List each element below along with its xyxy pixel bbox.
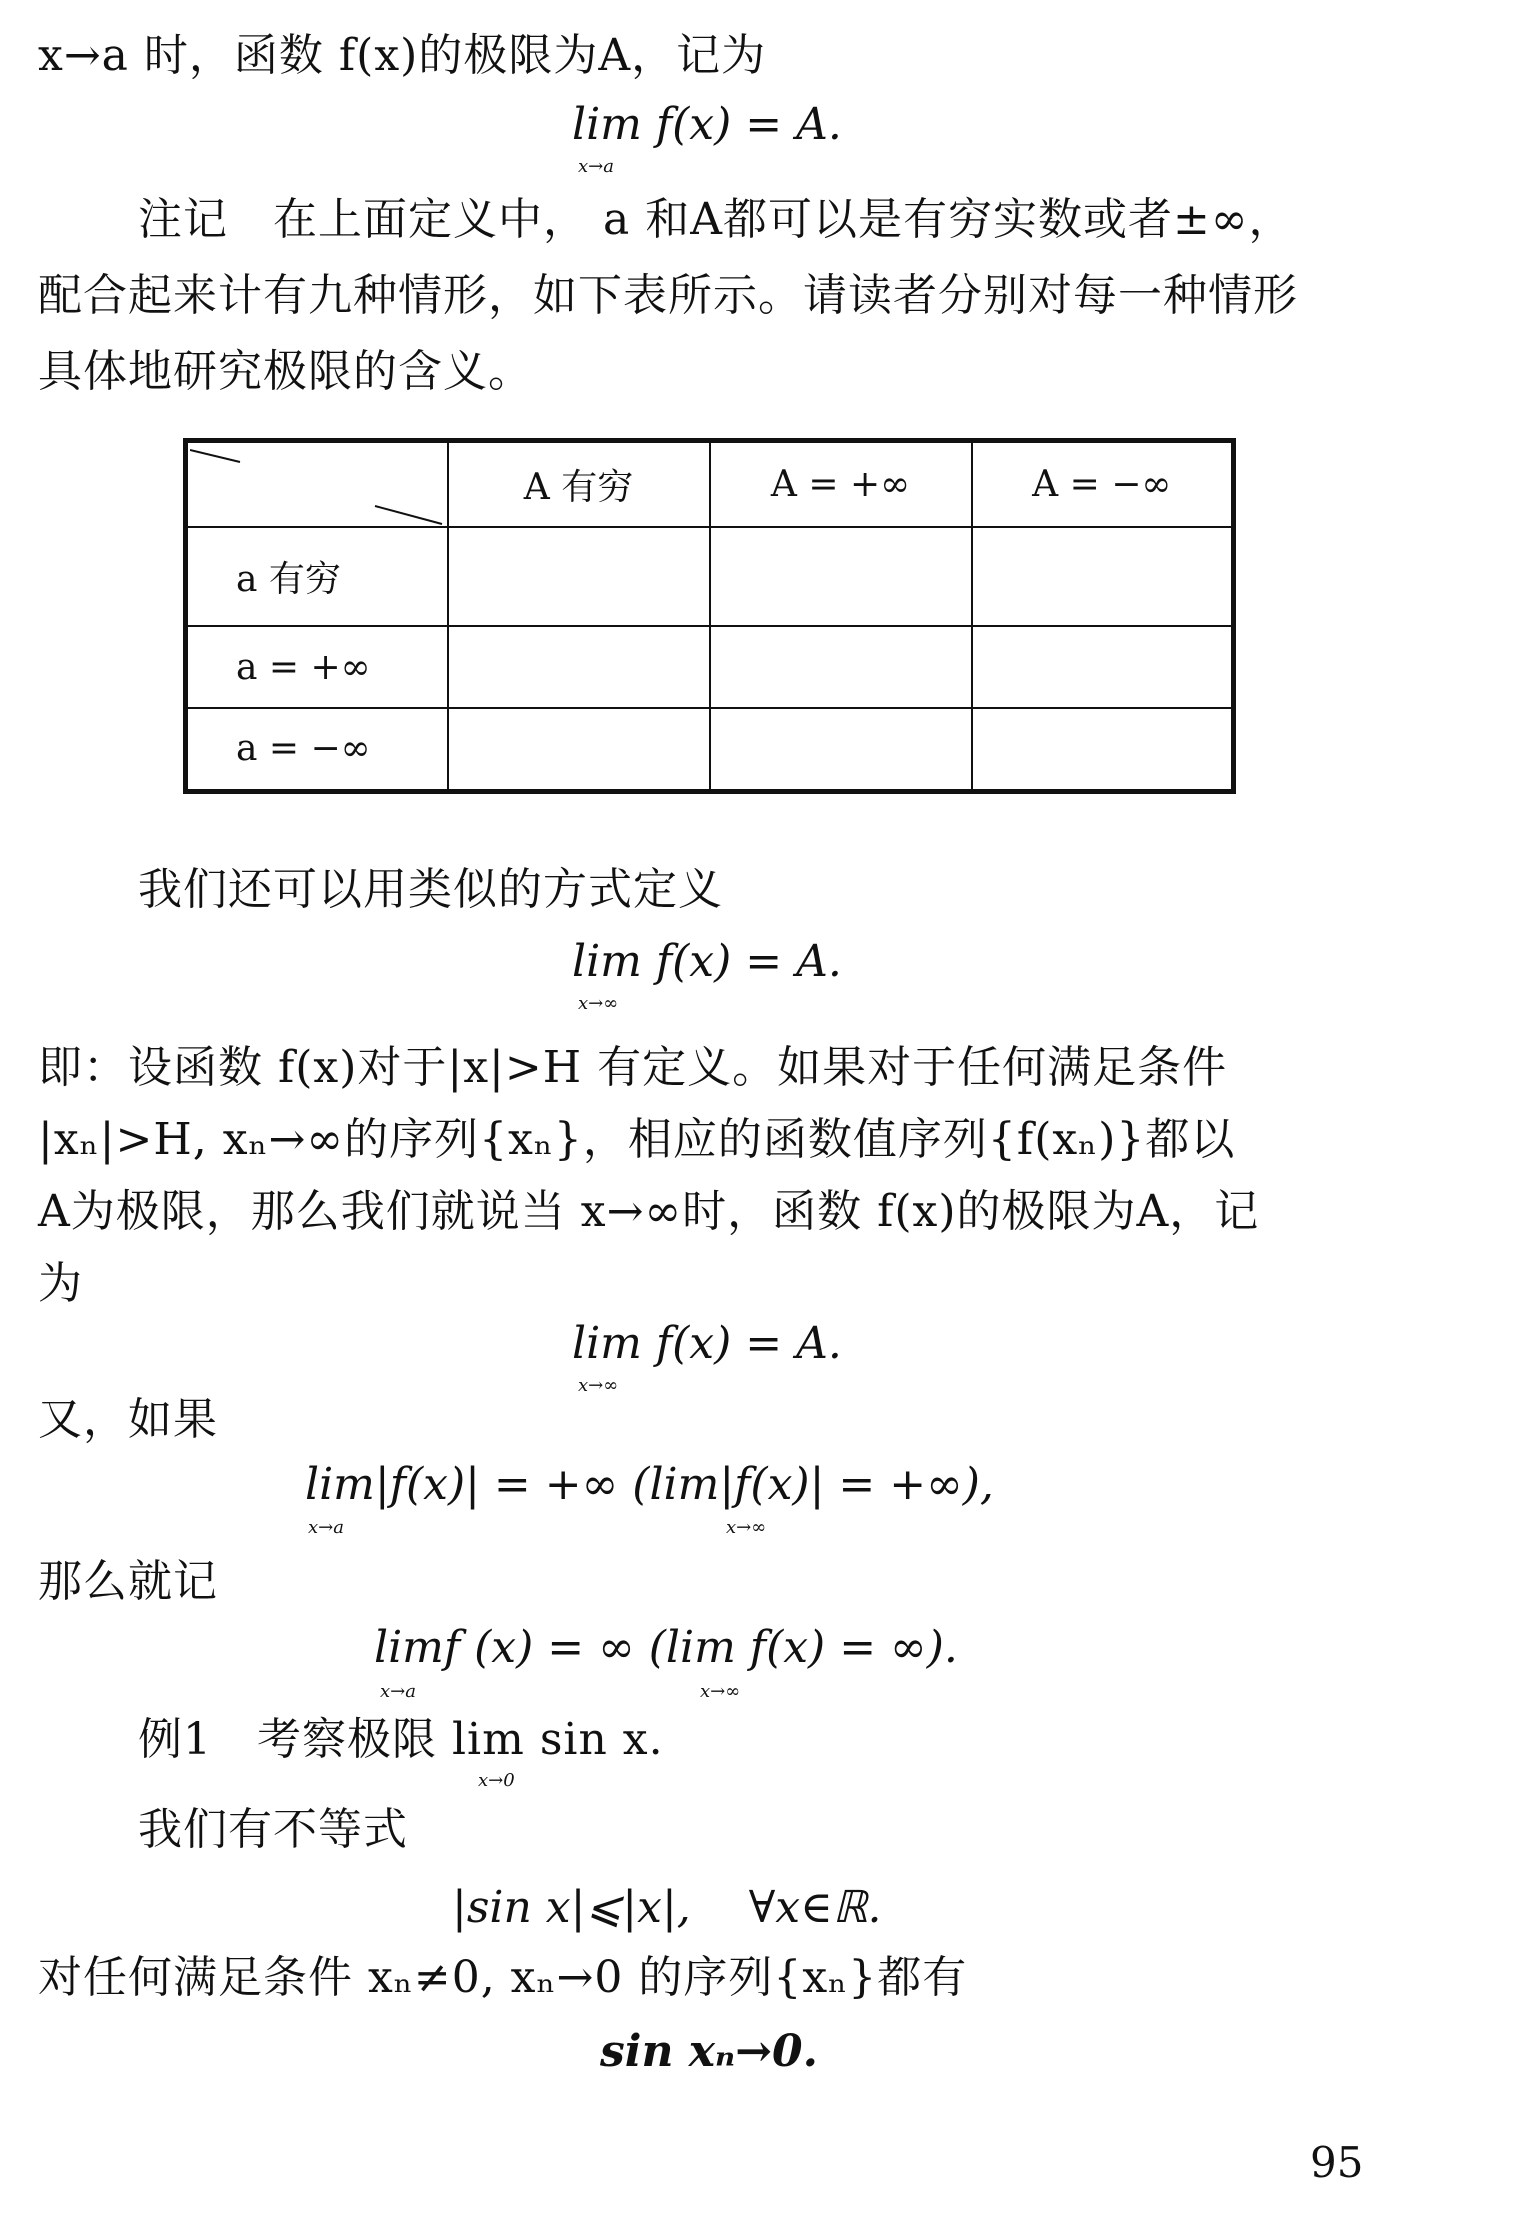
table-cell [972,527,1234,627]
equation-5-subscript-1: x→a [380,1681,416,1702]
text-line-3: 配合起来计有九种情形，如下表所示。请读者分别对每一种情形 [38,270,1298,321]
table-header-cell: A = −∞ [972,441,1234,527]
table-diagonal-line [190,444,450,530]
equation-5: limf (x) = ∞ (lim f(x) = ∞). [374,1622,958,1673]
text-line-5: 我们还可以用类似的方式定义 [138,864,723,915]
text-line-1: x→a 时，函数 f(x)的极限为A，记为 [38,30,767,81]
equation-2: lim f(x) = A. [572,936,842,987]
text-line-9: 为 [38,1258,83,1309]
table-cell [448,708,710,792]
equation-7: sin xₙ→0. [600,2026,818,2077]
table-header-cell: A 有穷 [448,441,710,527]
text-line-12: 例1 考察极限 lim sin x. [138,1714,664,1765]
table-cell [972,708,1234,792]
text-line-14: 对任何满足条件 xₙ≠0, xₙ→0 的序列{xₙ}都有 [38,1952,968,2003]
table-header-cell: A = +∞ [710,441,972,527]
text-line-2: 注记 在上面定义中， a 和A都可以是有穷实数或者±∞， [138,194,1294,245]
equation-6: |sin x|⩽|x|, ∀x∈ℝ. [452,1882,882,1933]
equation-4-subscript-1: x→a [308,1517,344,1538]
table-cell [710,527,972,627]
equation-1-subscript: x→a [578,156,614,177]
text-line-6: 即：设函数 f(x)对于|x|>H 有定义。如果对于任何满足条件 [38,1042,1228,1093]
table-row-header: a = +∞ [186,626,448,707]
text-line-8: A为极限，那么我们就说当 x→∞时，函数 f(x)的极限为A，记 [38,1186,1260,1237]
table-row-header: a = −∞ [186,708,448,792]
equation-5-subscript-2: x→∞ [700,1681,741,1702]
equation-2-subscript: x→∞ [578,993,619,1014]
table-row-header: a 有穷 [186,527,448,627]
table-cell [972,626,1234,707]
equation-4: lim|f(x)| = +∞ (lim|f(x)| = +∞), [305,1459,994,1510]
equation-3: lim f(x) = A. [572,1318,842,1369]
text-line-4: 具体地研究极限的含义。 [38,346,533,397]
text-line-12-subscript: x→0 [478,1770,515,1791]
text-line-13: 我们有不等式 [138,1804,408,1855]
text-line-10: 又，如果 [38,1394,218,1445]
table-cell [448,527,710,627]
table-cell [710,626,972,707]
text-line-11: 那么就记 [38,1556,218,1607]
equation-3-subscript: x→∞ [578,1375,619,1396]
text-line-7: |xₙ|>H, xₙ→∞的序列{xₙ}，相应的函数值序列{f(xₙ)}都以 [38,1114,1236,1165]
table-cell [448,626,710,707]
equation-1: lim f(x) = A. [572,99,842,150]
page-number: 95 [1310,2138,1364,2187]
table-cell [710,708,972,792]
equation-4-subscript-2: x→∞ [726,1517,767,1538]
